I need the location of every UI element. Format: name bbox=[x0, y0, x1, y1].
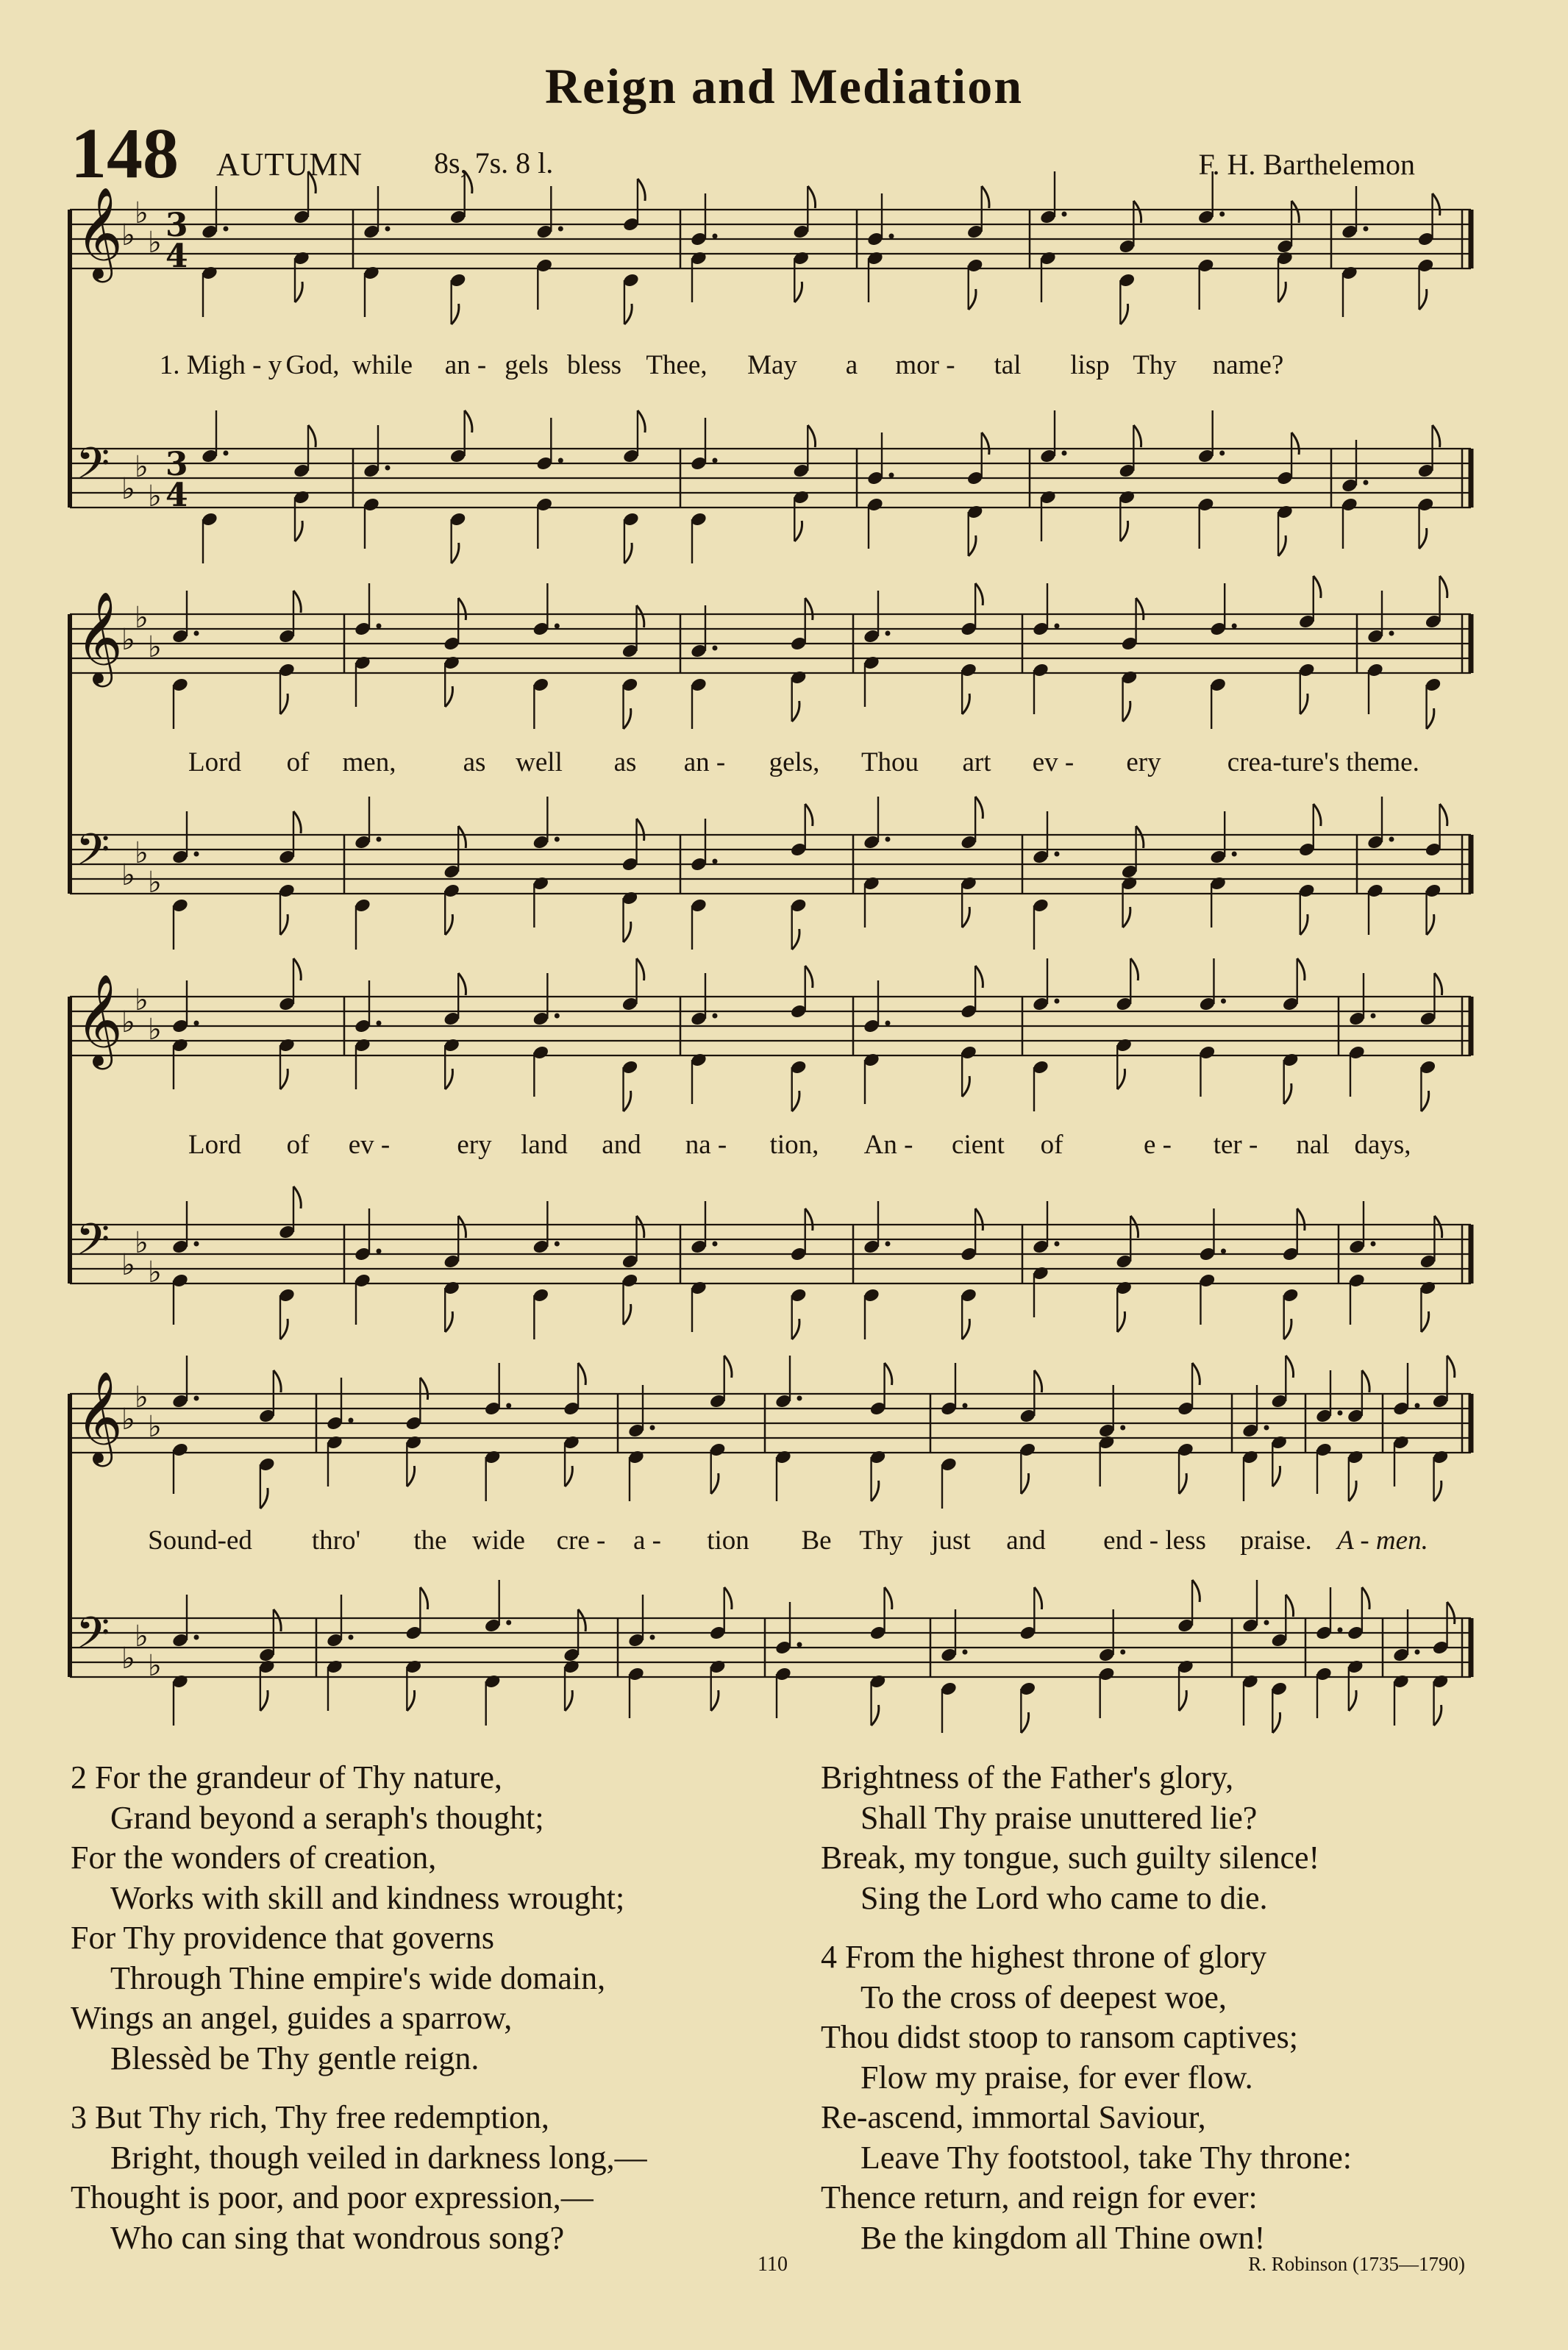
verse-text: Blessèd be Thy gentle reign. bbox=[110, 2040, 480, 2076]
flat-icon: ♭ bbox=[121, 858, 135, 892]
verse-text: But Thy rich, Thy free redemption, bbox=[95, 2099, 549, 2135]
time-signature-bottom: 4 bbox=[165, 238, 188, 275]
flat-icon: ♭ bbox=[135, 983, 149, 1017]
verse-text: Works with skill and kindness wrought; bbox=[110, 1879, 625, 1916]
lyric-syllable: and bbox=[602, 1130, 641, 1160]
bass-clef-icon: 𝄢 bbox=[76, 824, 110, 886]
verse-text: Brightness of the Father's glory, bbox=[821, 1759, 1234, 1795]
lyric-syllable: art bbox=[962, 747, 991, 777]
lyric-syllable: Thou bbox=[860, 747, 919, 777]
lyric-syllable: bless bbox=[567, 350, 621, 380]
treble-staff bbox=[70, 1356, 1471, 1509]
lyric-syllable: 1. Migh - y bbox=[159, 350, 282, 380]
verse-line bbox=[71, 1879, 806, 1919]
bass-clef-icon: 𝄢 bbox=[76, 438, 110, 499]
verse-text: Thou didst stoop to ransom captives; bbox=[821, 2019, 1298, 2055]
lyric-syllable: nal bbox=[1296, 1130, 1330, 1160]
verse-line bbox=[71, 2218, 806, 2259]
verses-left-column bbox=[71, 1758, 806, 2277]
verse-text: From the highest throne of glory bbox=[845, 1939, 1267, 1975]
lyric-syllable: tal bbox=[994, 350, 1022, 380]
lyric-syllable: cre - bbox=[556, 1525, 606, 1556]
verse-line bbox=[821, 2058, 1556, 2098]
lyric-syllable: a - bbox=[633, 1525, 661, 1556]
page-number: 110 bbox=[758, 2253, 788, 2276]
verse-line bbox=[821, 2138, 1556, 2179]
lyric-syllable: ev - bbox=[348, 1130, 391, 1160]
bass-staff bbox=[70, 797, 1471, 950]
verse-text: Who can sing that wondrous song? bbox=[110, 2219, 565, 2256]
verse-line bbox=[821, 1978, 1556, 2018]
flat-icon: ♭ bbox=[148, 866, 162, 900]
flat-icon: ♭ bbox=[135, 196, 149, 230]
verse-line bbox=[71, 1838, 806, 1879]
lyric-syllable: tion bbox=[707, 1525, 749, 1556]
verse-stanza bbox=[71, 2098, 806, 2258]
composer: F. H. Barthelemon bbox=[1198, 148, 1415, 181]
lyric-syllable: ev - bbox=[1032, 747, 1075, 777]
lyric-syllable: May bbox=[747, 350, 797, 380]
verse-line bbox=[821, 1798, 1556, 1839]
treble-staff bbox=[70, 576, 1471, 729]
verse-line bbox=[71, 2039, 806, 2079]
lyric-syllable: ter - bbox=[1213, 1130, 1258, 1160]
lyric-syllable: men, bbox=[342, 747, 396, 777]
flat-icon: ♭ bbox=[148, 480, 162, 513]
lyric-syllable: as bbox=[463, 747, 486, 777]
lyric-syllable: name? bbox=[1212, 350, 1284, 380]
lyric-syllable: lisp bbox=[1070, 350, 1110, 380]
lyric-syllable: while bbox=[352, 350, 413, 380]
lyric-syllable: Be bbox=[801, 1525, 832, 1556]
flat-icon: ♭ bbox=[148, 630, 162, 664]
lyric-line bbox=[0, 349, 1568, 394]
flat-icon: ♭ bbox=[135, 1381, 149, 1414]
treble-clef-icon: 𝄞 bbox=[76, 591, 123, 683]
lyric-syllable: mor - bbox=[895, 350, 955, 380]
verse-line bbox=[821, 1937, 1556, 1978]
lyric-syllable: na - bbox=[685, 1130, 727, 1160]
lyric-syllable: e - bbox=[1144, 1130, 1172, 1160]
lyric-syllable: crea-ture's bbox=[1227, 747, 1340, 777]
lyric-syllable: just bbox=[931, 1525, 971, 1556]
verse-line bbox=[821, 2218, 1556, 2259]
flat-icon: ♭ bbox=[148, 226, 162, 260]
lyric-syllable: Lord bbox=[188, 1130, 241, 1160]
hymn-number: 148 bbox=[71, 114, 179, 193]
lyric-syllable: wide bbox=[472, 1525, 525, 1556]
bass-staff bbox=[70, 1186, 1471, 1339]
verse-line bbox=[821, 1838, 1556, 1879]
verse-text: Re-ascend, immortal Saviour, bbox=[821, 2099, 1206, 2135]
flat-icon: ♭ bbox=[121, 623, 135, 657]
meter: 8s, 7s. 8 l. bbox=[434, 146, 554, 179]
verse-line bbox=[71, 1959, 806, 1999]
flat-icon: ♭ bbox=[121, 1005, 135, 1039]
flat-icon: ♭ bbox=[148, 1410, 162, 1444]
verse-text: For the grandeur of Thy nature, bbox=[95, 1759, 502, 1795]
lyric-syllable: end - less bbox=[1103, 1525, 1206, 1556]
verse-text: Shall Thy praise unuttered lie? bbox=[860, 1799, 1258, 1836]
verse-line bbox=[71, 2098, 806, 2138]
lyric-syllable: an - bbox=[444, 350, 487, 380]
lyric-syllable: and bbox=[1006, 1525, 1046, 1556]
verse-line bbox=[71, 2138, 806, 2179]
section-title: Reign and Mediation bbox=[544, 58, 1024, 114]
lyric-syllable: well bbox=[516, 747, 563, 777]
lyric-line bbox=[0, 1525, 1568, 1569]
verse-line bbox=[71, 1798, 806, 1839]
bass-clef-icon: 𝄢 bbox=[76, 1607, 110, 1669]
tune-name: AUTUMN bbox=[216, 146, 363, 182]
verse-text: Wings an angel, guides a sparrow, bbox=[71, 2000, 513, 2036]
treble-clef-icon: 𝄞 bbox=[76, 974, 123, 1066]
flat-icon: ♭ bbox=[121, 1642, 135, 1676]
verse-text: Be the kingdom all Thine own! bbox=[860, 2219, 1266, 2256]
bass-staff bbox=[70, 410, 1471, 563]
lyric-syllable: of bbox=[286, 747, 310, 777]
lyric-syllable: A - men. bbox=[1337, 1525, 1428, 1556]
time-signature-top: 3 bbox=[165, 207, 188, 244]
lyric-syllable: Thy bbox=[1133, 350, 1177, 380]
verse-text: Through Thine empire's wide domain, bbox=[110, 1959, 606, 1996]
flat-icon: ♭ bbox=[121, 1403, 135, 1436]
lyric-syllable: gels bbox=[505, 350, 549, 380]
lyric-syllable: a bbox=[845, 350, 858, 380]
verse-text: Break, my tongue, such guilty silence! bbox=[821, 1840, 1320, 1876]
flat-icon: ♭ bbox=[135, 450, 149, 484]
verse-stanza bbox=[71, 1758, 806, 2079]
flat-icon: ♭ bbox=[135, 1620, 149, 1653]
treble-staff bbox=[70, 171, 1471, 324]
lyric-syllable: praise. bbox=[1240, 1525, 1312, 1556]
verses-right-column bbox=[821, 1758, 1556, 2277]
verse-line bbox=[71, 1918, 806, 1959]
lyric-syllable: Thee, bbox=[646, 350, 708, 380]
flat-icon: ♭ bbox=[135, 601, 149, 635]
lyric-syllable: of bbox=[1040, 1130, 1063, 1160]
flat-icon: ♭ bbox=[121, 1248, 135, 1282]
verse-text: For Thy providence that governs bbox=[71, 1920, 494, 1956]
flat-icon: ♭ bbox=[148, 1013, 162, 1047]
treble-clef-icon: 𝄞 bbox=[76, 1371, 123, 1463]
lyric-syllable: Thy bbox=[859, 1525, 903, 1556]
treble-staff bbox=[70, 958, 1471, 1111]
verse-line bbox=[71, 2178, 806, 2218]
verse-stanza bbox=[821, 1758, 1556, 1918]
time-signature-bottom: 4 bbox=[165, 477, 188, 514]
flat-icon: ♭ bbox=[148, 1649, 162, 1683]
lyric-syllable: ery bbox=[457, 1130, 492, 1160]
lyric-syllable: the bbox=[413, 1525, 447, 1556]
author: R. Robinson (1735—1790) bbox=[1248, 2253, 1465, 2275]
lyric-syllable: ery bbox=[1126, 747, 1161, 777]
verse-number: 3 bbox=[71, 2099, 87, 2135]
lyric-syllable: tion, bbox=[769, 1130, 819, 1160]
flat-icon: ♭ bbox=[121, 472, 135, 506]
verse-line bbox=[821, 1879, 1556, 1919]
verse-text: Thought is poor, and poor expression,— bbox=[71, 2179, 594, 2215]
lyric-syllable: cient bbox=[952, 1130, 1005, 1160]
flat-icon: ♭ bbox=[121, 218, 135, 252]
verse-number: 4 bbox=[821, 1939, 837, 1975]
verse-text: Thence return, and reign for ever: bbox=[821, 2179, 1258, 2215]
lyric-syllable: Sound-ed bbox=[148, 1525, 252, 1556]
lyric-syllable: days, bbox=[1354, 1130, 1411, 1160]
lyric-syllable: Lord bbox=[188, 747, 241, 777]
verse-number: 2 bbox=[71, 1759, 87, 1795]
verse-line bbox=[71, 1998, 806, 2039]
lyric-syllable: land bbox=[521, 1130, 568, 1160]
lyric-syllable: God, bbox=[285, 350, 340, 380]
lyric-syllable: An - bbox=[863, 1130, 913, 1160]
verse-line bbox=[71, 1758, 806, 1798]
bass-staff bbox=[70, 1580, 1471, 1733]
lyric-syllable: thro' bbox=[311, 1525, 361, 1556]
flat-icon: ♭ bbox=[135, 836, 149, 870]
verse-text: Bright, though veiled in darkness long,— bbox=[110, 2139, 647, 2176]
lyric-syllable: theme. bbox=[1346, 747, 1419, 777]
treble-clef-icon: 𝄞 bbox=[76, 187, 123, 279]
lyric-line bbox=[0, 1129, 1568, 1173]
bass-clef-icon: 𝄢 bbox=[76, 1214, 110, 1275]
verse-text: Sing the Lord who came to die. bbox=[860, 1879, 1268, 1916]
lyric-line bbox=[0, 747, 1568, 791]
lyric-syllable: as bbox=[613, 747, 637, 777]
flat-icon: ♭ bbox=[135, 1226, 149, 1260]
verse-line bbox=[821, 2098, 1556, 2138]
lyric-syllable: an - bbox=[683, 747, 726, 777]
verse-text: To the cross of deepest woe, bbox=[860, 1979, 1227, 2015]
verse-text: Flow my praise, for ever flow. bbox=[860, 2059, 1253, 2096]
verse-stanza bbox=[821, 1937, 1556, 2258]
lyric-syllable: gels, bbox=[769, 747, 820, 777]
verse-text: For the wonders of creation, bbox=[71, 1840, 437, 1876]
verse-text: Leave Thy footstool, take Thy throne: bbox=[860, 2139, 1352, 2176]
flat-icon: ♭ bbox=[148, 1256, 162, 1289]
verse-line bbox=[821, 1758, 1556, 1798]
verse-line bbox=[821, 2018, 1556, 2058]
verse-text: Grand beyond a seraph's thought; bbox=[110, 1799, 544, 1836]
time-signature-top: 3 bbox=[165, 446, 188, 483]
lyric-syllable: of bbox=[286, 1130, 310, 1160]
verse-line bbox=[821, 2178, 1556, 2218]
